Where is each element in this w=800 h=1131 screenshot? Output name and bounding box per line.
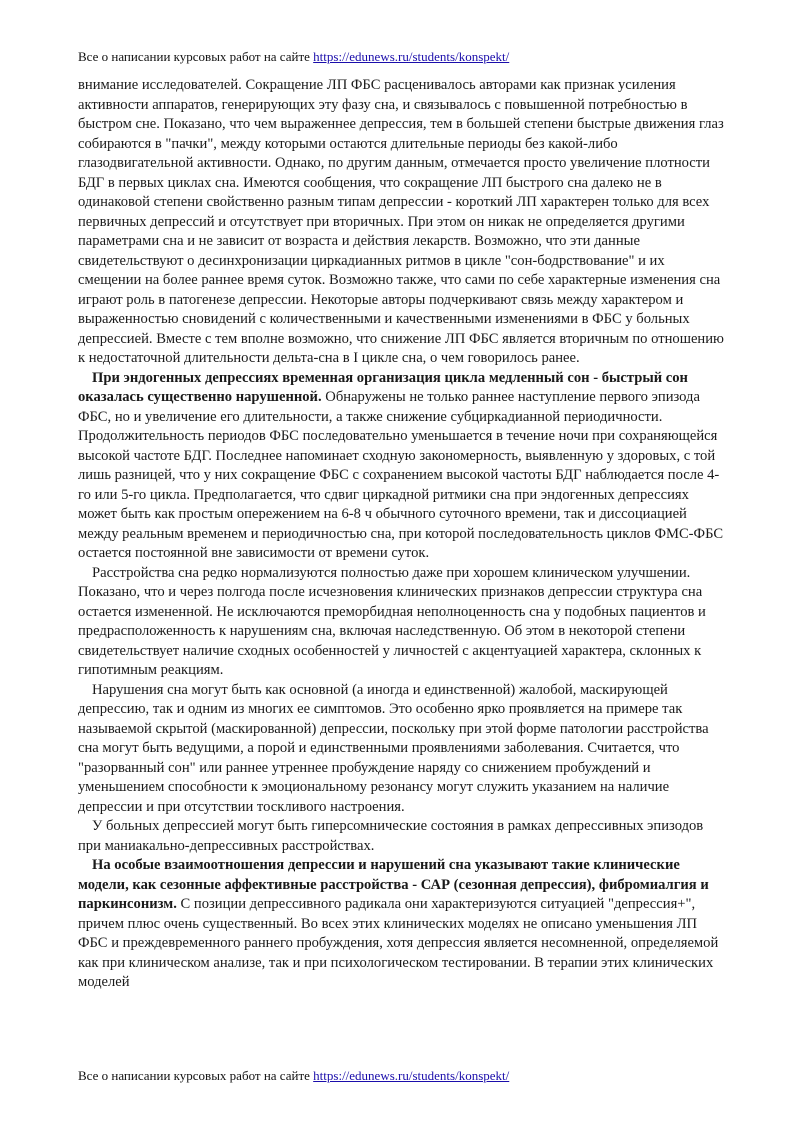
footer-text: Все о написании курсовых работ на сайте [78, 1068, 314, 1083]
paragraph-3-text: Расстройства сна редко нормализуются полностью даже при хорошем клиническом улучшении. Показано, что и через полгода после исчезновения клинических признаков депрессии структура сна остается измененной. Не исключаются преморбидная неполноценность сна у подобных пациентов и предрасположенность к нарушениям сна, включая наследственную. Об этом в некоторой степени свидетельствует наличие сходных особенностей у личностей с акцентуацией характера, склонных к гипотимным реакциям. [78, 564, 706, 678]
paragraph-5 [78, 817, 724, 856]
header-text: Все о написании курсовых работ на сайте [78, 49, 314, 64]
paragraph-3 [78, 564, 724, 681]
paragraph-2-text: Обнаружены не только раннее наступление первого эпизода ФБС, но и увеличение его длительности, а также снижение субциркадианной периодичности. Продолжительность периодов ФБС последовательно уменьшается в течение ночи при сохраняющейся высокой частоте БДГ. Последнее напоминает сходную закономерность, выявленную у здоровых, с той лишь разницей, что у них сокращение ФБС с сохранением высокой частоты БДГ наблюдается после 4-го или 5-го цикла. Предполагается, что сдвиг циркадной ритмики сна при эндогенных депрессиях может быть как простым опережением на 6-8 ч обычного суточного времени, так и диссоциацией между реальным временем и периодичностью сна, при которой последовательность циклов ФМС-ФБС остается постоянной вне зависимости от времени суток. [78, 389, 724, 561]
page-footer [78, 1068, 509, 1084]
header-link[interactable]: https://edunews.ru/students/konspekt/ [313, 49, 510, 64]
paragraph-2-bold: При эндогенных депрессиях временная организация цикла медленный сон - быстрый сон оказалась существенно нарушенной. [78, 369, 688, 405]
paragraph-4-text: Нарушения сна могут быть как основной (а иногда и единственной) жалобой, маскирующей депрессию, так и одним из многих ее симптомов. Это особенно ярко проявляется на примере так называемой скрытой (маскированной) депрессии, поскольку при этой форме патологии расстройства сна могут быть ведущими, а порой и единственными проявлениями заболевания. Считается, что "разорванный сон" или раннее утреннее пробуждение наряду со снижением пробуждений и уменьшением способности к эмоциональному резонансу могут служить указанием на наличие депрессии и при отсутствии тоскливого настроения. [78, 681, 709, 815]
paragraph-1-text: внимание исследователей. Сокращение ЛП ФБС расценивалось авторами как признак усиления активности аппаратов, генерирующих эту фазу сна, и связывалось с повышенной потребностью в быстром сне. Показано, что чем выраженнее депрессия, тем в большей степени быстрые движения глаз собираются в "пачки", между которыми остаются длительные периоды без какой-либо глазодвигательной активности. Однако, по другим данным, отмечается просто увеличение плотности БДГ в первых циклах сна. Имеются сообщения, что сокращение ЛП быстрого сна далеко не в одинаковой степени свойственно разным типам депрессии - короткий ЛП характерен только для всех первичных депрессий и отсутствует при вторичных. При этом он никак не определяется другими параметрами сна и не зависит от возраста и действия лекарств. Возможно, что эти данные свидетельствуют о десинхронизации циркадианных ритмов в цикле "сон-бодрствование" и их смещении на более раннее время суток. Возможно также, что сами по себе характерные изменения сна играют роль в патогенезе депрессии. Некоторые авторы подчеркивают связь между характером и выраженностью сновидений с количественными и качественными изменениями в ФБС у больных депрессией. Вместе с тем вполне возможно, что снижение ЛП ФБС является вторичным по отношению к недостаточной длительности дельта-сна в I цикле сна, о чем говорилось ранее. [78, 77, 724, 366]
paragraph-6-bold: На особые взаимоотношения депрессии и нарушений сна указывают такие клинические модели, как сезонные аффективные расстройства - САР (сезонная депрессия), фибромиалгия и паркинсонизм. [78, 857, 709, 912]
page-header [78, 49, 509, 65]
paragraph-6 [78, 856, 724, 993]
paragraph-4 [78, 681, 724, 818]
paragraph-1 [78, 76, 724, 369]
footer-link[interactable]: https://edunews.ru/students/konspekt/ [313, 1068, 510, 1083]
paragraph-5-text: У больных депрессией могут быть гиперсомнические состояния в рамках депрессивных эпизодов при маниакально-депрессивных расстройствах. [78, 818, 704, 854]
paragraph-2 [78, 369, 724, 564]
paragraph-6-text: С позиции депрессивного радикала они характеризуются ситуацией "депрессия+", причем плюс очень существенный. Во всех этих клинических моделях не описано уменьшения ЛП ФБС и преждевременного раннего пробуждения, хотя депрессия является несомненной, определяемой как при клиническом анализе, так и при психологическом тестировании. В терапии этих клинических моделей [78, 896, 719, 990]
document-body [78, 76, 724, 993]
